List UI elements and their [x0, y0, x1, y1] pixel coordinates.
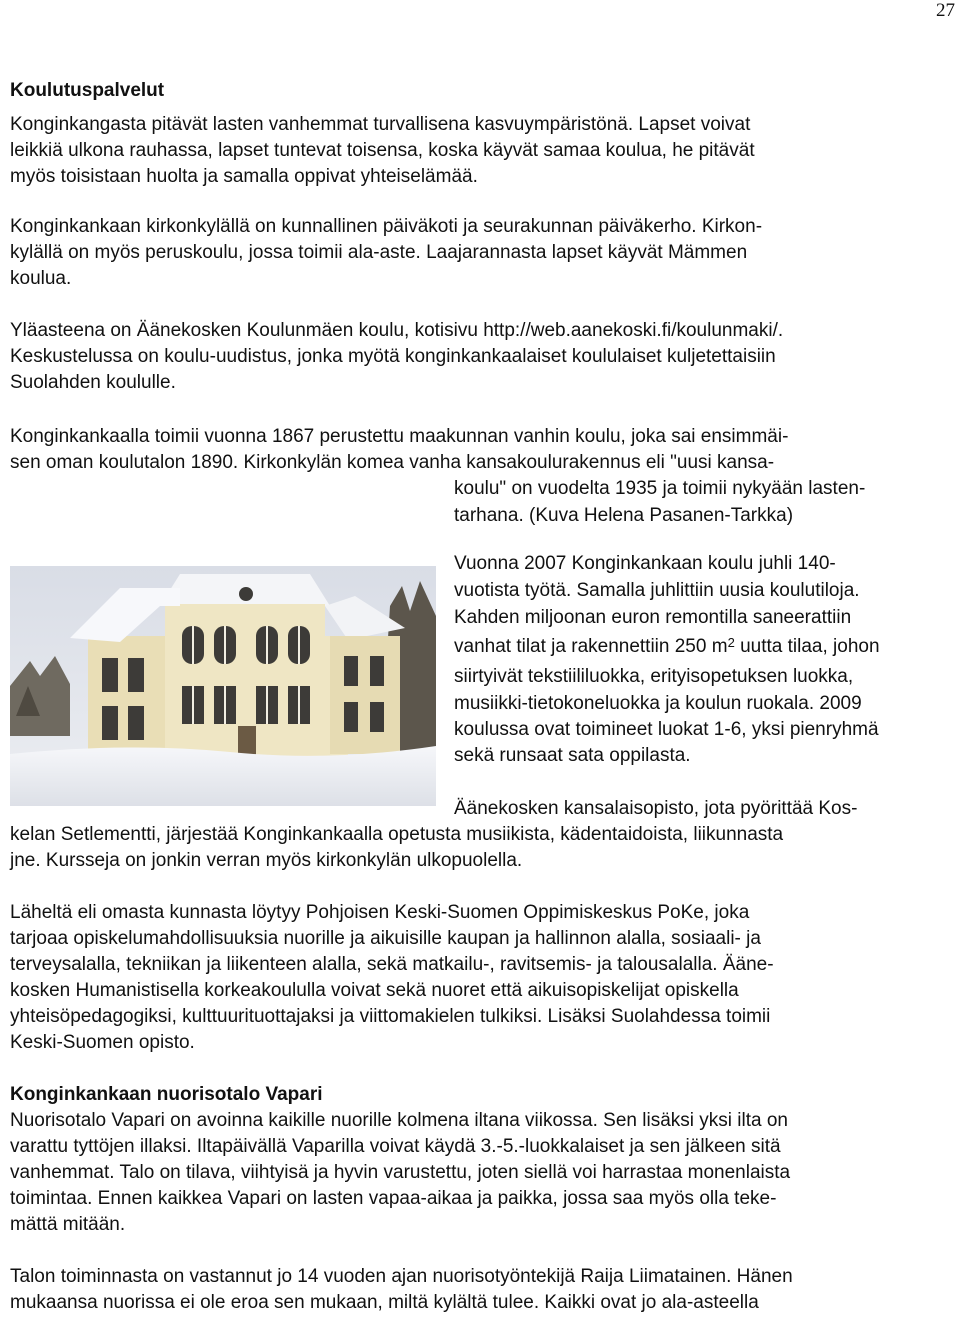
paragraph-line: Yläasteena on Äänekosken Koulunmäen koulu, kotisivu http://web.aanekoski.fi/koulunmaki/.	[10, 320, 784, 341]
paragraph-line: musiikki-tietokoneluokka ja koulun ruokala. 2009	[454, 693, 862, 714]
school-building-photo	[10, 566, 436, 806]
text-segment: vanhat tilat ja rakennettiin 250 m	[454, 636, 728, 657]
superscript: 2	[727, 635, 735, 650]
paragraph-line: Talon toiminnasta on vastannut jo 14 vuoden ajan nuorisotyöntekijä Raija Liimatainen. Hänen	[10, 1266, 793, 1287]
paragraph-line: sekä runsaat sata oppilasta.	[454, 745, 691, 766]
paragraph-line: Vuonna 2007 Konginkankaan koulu juhli 140-	[454, 553, 836, 574]
paragraph-line: tarjoaa opiskelumahdollisuuksia nuorille ja aikuisille kaupan ja hallinnon alalla, sosiaali- ja	[10, 928, 761, 949]
paragraph-line: Suolahden koululle.	[10, 372, 176, 393]
paragraph-line: mättä mitään.	[10, 1214, 126, 1235]
section-heading-koulutuspalvelut: Koulutuspalvelut	[10, 80, 165, 101]
paragraph-line: Keskustelussa on koulu-uudistus, jonka myötä konginkankaalaiset koululaiset kuljetettaisiin	[10, 346, 776, 367]
paragraph-line: kelan Setlementti, järjestää Konginkankaalla opetusta musiikista, kädentaidoista, liikunnasta	[10, 824, 784, 845]
paragraph-line: Kahden miljoonan euron remontilla saneerattiin	[454, 607, 852, 628]
paragraph-line: Konginkangasta pitävät lasten vanhemmat turvallisena kasvuympäristönä. Lapset voivat	[10, 114, 751, 135]
paragraph-line: sen oman koulutalon 1890. Kirkonkylän komea vanha kansakoulurakennus eli "uusi kansa-	[10, 452, 775, 473]
paragraph-line	[454, 634, 880, 659]
paragraph-line: jne. Kursseja on jonkin verran myös kirkonkylän ulkopuolella.	[10, 850, 523, 871]
paragraph-line: vuotista työtä. Samalla juhlittiin uusia koulutiloja.	[454, 580, 860, 601]
paragraph-line: vanhemmat. Talo on tilava, viihtyisä ja hyvin varustettu, joten siellä voi harrastaa monenlaista	[10, 1162, 791, 1183]
paragraph-line: varattu tyttöjen illaksi. Iltapäivällä Vaparilla voivat käydä 3.-5.-luokkalaiset ja sen jälkeen sitä	[10, 1136, 781, 1157]
paragraph-line: Konginkankaan kirkonkylällä on kunnallinen päiväkoti ja seurakunnan päiväkerho. Kirkon-	[10, 216, 763, 237]
paragraph-line: mukaansa nuorissa ei ole eroa sen mukaan, miltä kylältä tulee. Kaikki ovat jo ala-asteella	[10, 1292, 759, 1313]
paragraph-line: siirtyivät tekstiililuokka, erityisopetuksen luokka,	[454, 666, 854, 687]
paragraph-line: leikkiä ulkona rauhassa, lapset tuntevat toisensa, koska käyvät samaa koulua, he pitävät	[10, 140, 755, 161]
paragraph-line: toimintaa. Ennen kaikkea Vapari on lasten vapaa-aikaa ja paikka, jossa saa myös olla teke-	[10, 1188, 777, 1209]
paragraph-line: kylällä on myös peruskoulu, jossa toimii ala-aste. Laajarannasta lapset käyvät Mämmen	[10, 242, 748, 263]
paragraph-line: Keski-Suomen opisto.	[10, 1032, 195, 1053]
page-number: 27	[936, 0, 955, 21]
paragraph-line: terveysalalla, tekniikan ja liikenteen alalla, sekä matkailu-, ravitsemis- ja talousalalla. Ääne-	[10, 954, 774, 975]
paragraph-line: koulussa ovat toimineet luokat 1-6, yksi pienryhmä	[454, 719, 879, 740]
paragraph-line: yhteisöpedagogiksi, kulttuurituottajaksi ja viittomakielen tulkiksi. Lisäksi Suolahdessa toimii	[10, 1006, 771, 1027]
text-segment: uutta tilaa, johon	[734, 636, 880, 657]
paragraph-line: Läheltä eli omasta kunnasta löytyy Pohjoisen Keski-Suomen Oppimiskeskus PoKe, joka	[10, 902, 750, 923]
paragraph-line: tarhana. (Kuva Helena Pasanen-Tarkka)	[454, 505, 794, 526]
paragraph-line: kosken Humanistisella korkeakoululla voivat sekä nuoret että aikuisopiskelijat opiskella	[10, 980, 739, 1001]
paragraph-line: myös toisistaan huolta ja samalla oppivat yhteiselämää.	[10, 166, 478, 187]
paragraph-line: koulua.	[10, 268, 72, 289]
paragraph-line: koulu" on vuodelta 1935 ja toimii nykyään lasten-	[454, 478, 866, 499]
section-heading-vapari: Konginkankaan nuorisotalo Vapari	[10, 1084, 323, 1105]
paragraph-line: Äänekosken kansalaisopisto, jota pyörittää Kos-	[454, 798, 858, 819]
paragraph-line: Konginkankaalla toimii vuonna 1867 perustettu maakunnan vanhin koulu, joka sai ensimmäi-	[10, 426, 789, 447]
paragraph-line: Nuorisotalo Vapari on avoinna kaikille nuorille kolmena iltana viikossa. Sen lisäksi yksi ilta on	[10, 1110, 788, 1131]
